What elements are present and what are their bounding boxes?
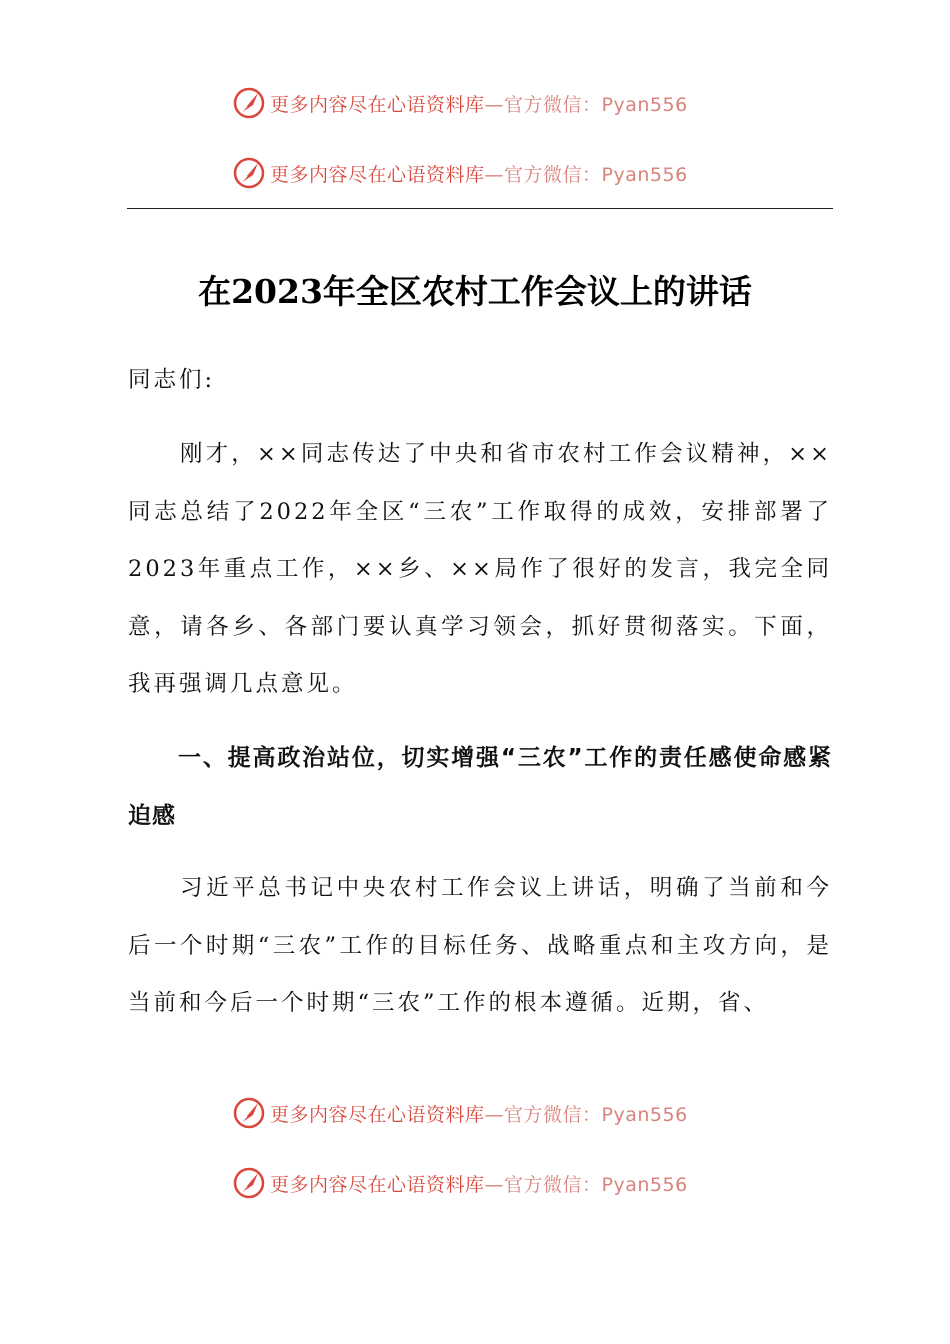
watermark-brand: 更多内容尽在心语资料库 <box>270 1103 485 1126</box>
quill-pen-logo-icon <box>232 1166 266 1200</box>
salutation: 同志们: <box>128 367 216 393</box>
paragraph-2: 习近平总书记中央农村工作会议上讲话，明确了当前和今后一个时期“三农”工作的目标任务、战略重点和主攻方向，是当前和今后一个时期“三农”工作的根本遵循。近期，省、 <box>128 875 832 1016</box>
watermark-contact: —官方微信：Pyan556 <box>484 1103 688 1126</box>
quill-pen-logo-icon <box>232 156 266 190</box>
watermark-top-1 <box>232 85 688 121</box>
watermark-bottom-1 <box>232 1095 688 1131</box>
watermark-brand: 更多内容尽在心语资料库 <box>270 163 485 186</box>
watermark-bottom-2 <box>232 1165 688 1201</box>
watermark-contact: —官方微信：Pyan556 <box>484 93 688 116</box>
watermark-brand: 更多内容尽在心语资料库 <box>270 1173 485 1196</box>
section-heading-1: 一、提高政治站位，切实增强“三农”工作的责任感使命感紧迫感 <box>128 745 832 829</box>
quill-pen-logo-icon <box>232 1096 266 1130</box>
watermark-contact: —官方微信：Pyan556 <box>484 163 688 186</box>
watermark-top-2 <box>232 155 688 191</box>
watermark-contact: —官方微信：Pyan556 <box>484 1173 688 1196</box>
quill-pen-logo-icon <box>232 86 266 120</box>
watermark-brand: 更多内容尽在心语资料库 <box>270 93 485 116</box>
paragraph-1: 刚才，××同志传达了中央和省市农村工作会议精神，××同志总结了2022年全区“三农”工作取得的成效，安排部署了2023年重点工作，××乡、××局作了很好的发言，我完全同意，请各乡、各部门要认真学习领会，抓好贯彻落实。下面，我再强调几点意见。 <box>128 441 832 697</box>
document-title: 在2023年全区农村工作会议上的讲话 <box>198 272 752 311</box>
header-divider <box>127 208 833 209</box>
